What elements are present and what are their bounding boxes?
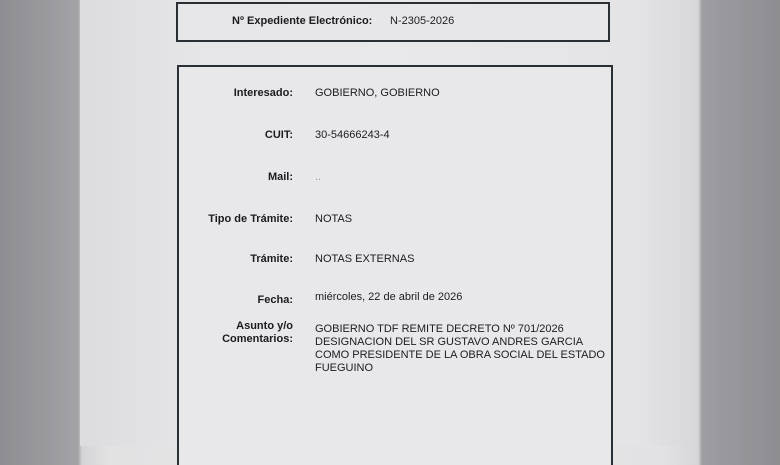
asunto-label-line2: Comentarios: <box>222 333 293 345</box>
fecha-label: Fecha: <box>257 294 293 306</box>
cuit-value: 30-54666243-4 <box>315 129 390 141</box>
expediente-number: N-2305-2026 <box>390 15 455 27</box>
expediente-label: Nº Expediente Electrónico: <box>232 15 373 27</box>
mail-value: .. <box>315 171 322 183</box>
asunto-label-line1: Asunto y/o <box>236 320 293 332</box>
interesado-label: Interesado: <box>233 87 293 99</box>
tramite-label: Trámite: <box>250 253 293 265</box>
tipo-tramite-value: NOTAS <box>315 213 353 225</box>
cuit-label: CUIT: <box>264 129 293 141</box>
fecha-value: miércoles, 22 de abril de 2026 <box>315 291 463 303</box>
asunto-label <box>222 320 293 346</box>
asunto-value: GOBIERNO TDF REMITE DECRETO Nº 701/2026 DESIGNACION DEL SR GUSTAVO ANDRES GARCIA COMO PRESIDENTE DE LA OBRA SOCIAL DEL ESTADO FUEGUINO <box>315 323 605 374</box>
interesado-value: GOBIERNO, GOBIERNO <box>315 87 440 99</box>
expediente-details-box <box>177 65 613 465</box>
tipo-tramite-label: Tipo de Trámite: <box>208 213 293 225</box>
expediente-header-box <box>176 2 610 42</box>
mail-label: Mail: <box>267 171 293 183</box>
tramite-value: NOTAS EXTERNAS <box>315 253 415 265</box>
